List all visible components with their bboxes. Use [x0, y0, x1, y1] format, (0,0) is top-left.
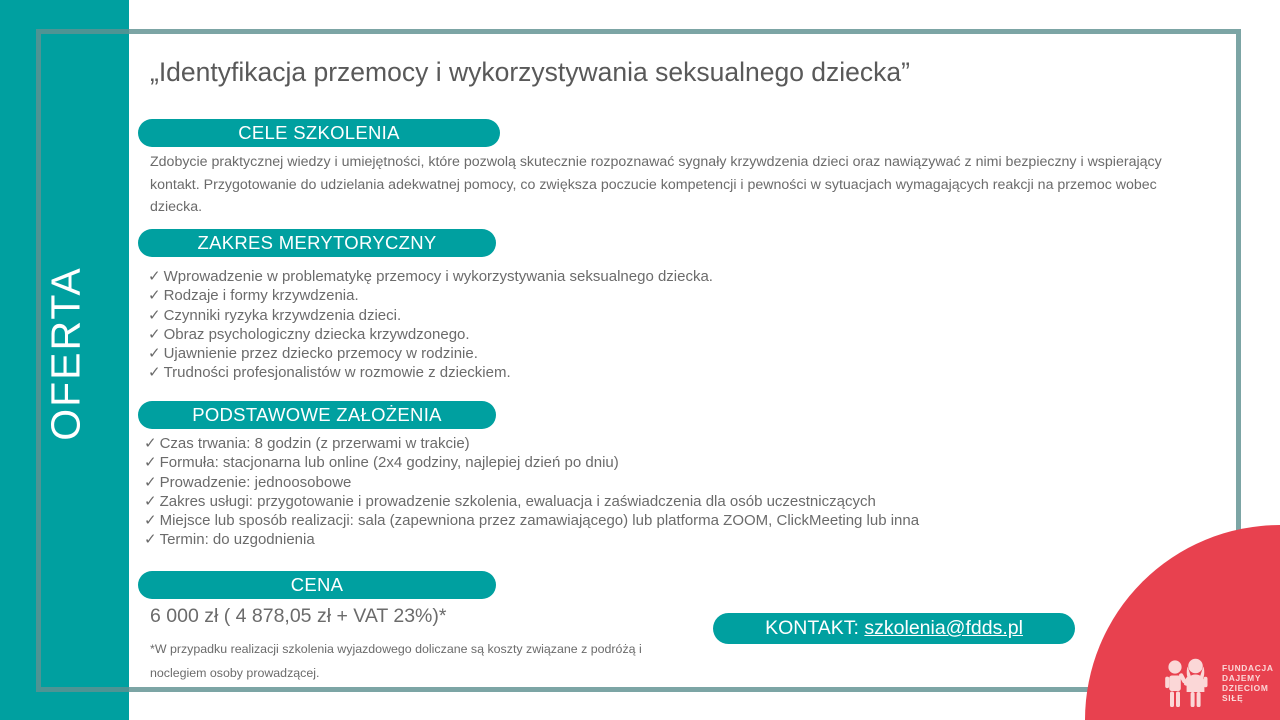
- check-icon: ✓: [148, 268, 161, 285]
- section-heading-zakres: ZAKRES MERYTORYCZNY: [138, 229, 496, 257]
- check-icon: ✓: [144, 492, 157, 510]
- check-icon: ✓: [148, 325, 161, 343]
- foundation-logo: [1162, 655, 1280, 711]
- list-item-label: Rodzaje i formy krzywdzenia.: [163, 287, 359, 305]
- section-heading-podstawowe: PODSTAWOWE ZAŁOŻENIA: [138, 401, 496, 429]
- list-item-label: Zakres usługi: przygotowanie i prowadzenie szkolenia, ewaluacja i zaświadczenia dla osób uczestniczących: [159, 492, 876, 510]
- list-item-label: Ujawnienie przez dziecko przemocy w rodzinie.: [163, 345, 478, 363]
- list-item: [148, 344, 1048, 363]
- two-children-icon: [1162, 658, 1216, 708]
- list-item: [148, 325, 1048, 344]
- check-icon: ✓: [144, 512, 157, 530]
- section-heading-cena: CENA: [138, 571, 496, 599]
- check-icon: ✓: [148, 306, 161, 324]
- section-heading-cele: CELE SZKOLENIA: [138, 119, 500, 147]
- foundation-logo-text: [1222, 663, 1274, 704]
- check-icon: ✓: [148, 287, 161, 305]
- check-icon: ✓: [144, 531, 157, 549]
- contact-button[interactable]: [713, 613, 1075, 644]
- list-item: [144, 453, 1144, 472]
- price-footnote: *W przypadku realizacji szkolenia wyjazdowego doliczane są koszty związane z podróżą i noclegiem osoby prowadzącej.: [150, 642, 642, 680]
- list-item-label: Formuła: stacjonarna lub online (2x4 godziny, najlepiej dzień po dniu): [159, 454, 619, 472]
- list-item-label: Prowadzenie: jednoosobowe: [159, 473, 352, 491]
- section-list-podstawowe: [144, 434, 1144, 550]
- list-item-label: Czynniki ryzyka krzywdzenia dzieci.: [163, 306, 402, 324]
- page-title: „Identyfikacja przemocy i wykorzystywania seksualnego dziecka”: [150, 57, 910, 87]
- list-item-label: Obraz psychologiczny dziecka krzywdzonego.: [163, 325, 470, 343]
- price-value: 6 000 zł ( 4 878,05 zł + VAT 23%)*: [150, 605, 447, 627]
- logo-line-3: DZIECIOM: [1222, 683, 1269, 693]
- list-item: [144, 511, 1144, 530]
- list-item: [148, 286, 1048, 305]
- check-icon: ✓: [148, 364, 161, 382]
- list-item-label: Czas trwania: 8 godzin (z przerwami w trakcie): [159, 435, 470, 452]
- logo-line-1: FUNDACJA: [1222, 662, 1274, 673]
- list-item: [148, 267, 1048, 286]
- sidebar-label-oferta: OFERTA: [42, 266, 89, 441]
- logo-line-4: SIŁĘ: [1222, 693, 1244, 704]
- check-icon: ✓: [144, 435, 157, 452]
- contact-label: KONTAKT:: [765, 617, 865, 639]
- slide-content: [136, 29, 1246, 692]
- list-item: [148, 306, 1048, 325]
- list-item-label: Termin: do uzgodnienia: [159, 531, 315, 549]
- list-item: [144, 530, 1144, 549]
- list-item: [144, 473, 1144, 492]
- list-item: [144, 434, 1144, 453]
- list-item-label: Wprowadzenie w problematykę przemocy i wykorzystywania seksualnego dziecka.: [163, 268, 713, 285]
- list-item-label: Trudności profesjonalistów w rozmowie z dzieckiem.: [163, 364, 511, 382]
- contact-email-link[interactable]: szkolenia@fdds.pl: [864, 617, 1023, 639]
- section-paragraph-cele: Zdobycie praktycznej wiedzy i umiejętności, które pozwolą skutecznie rozpoznawać sygnały krzywdzenia dzieci oraz nawiązywać z nimi bezpieczny i wspierający kontakt. Przygotowanie do udzielania adekwatnej pomocy, co zwiększa poczucie kompetencji i pewności w sytuacjach wymagających reakcji na przemoc wobec dziecka.: [150, 154, 1162, 215]
- check-icon: ✓: [144, 454, 157, 472]
- check-icon: ✓: [148, 345, 161, 363]
- logo-line-2: DAJEMY: [1222, 672, 1262, 683]
- list-item: [144, 492, 1144, 511]
- section-list-zakres: [148, 267, 1048, 383]
- list-item: [148, 363, 1048, 382]
- list-item-label: Miejsce lub sposób realizacji: sala (zapewniona przez zamawiającego) lub platforma ZOOM, ClickMeeting lub inna: [159, 512, 920, 530]
- check-icon: ✓: [144, 473, 157, 491]
